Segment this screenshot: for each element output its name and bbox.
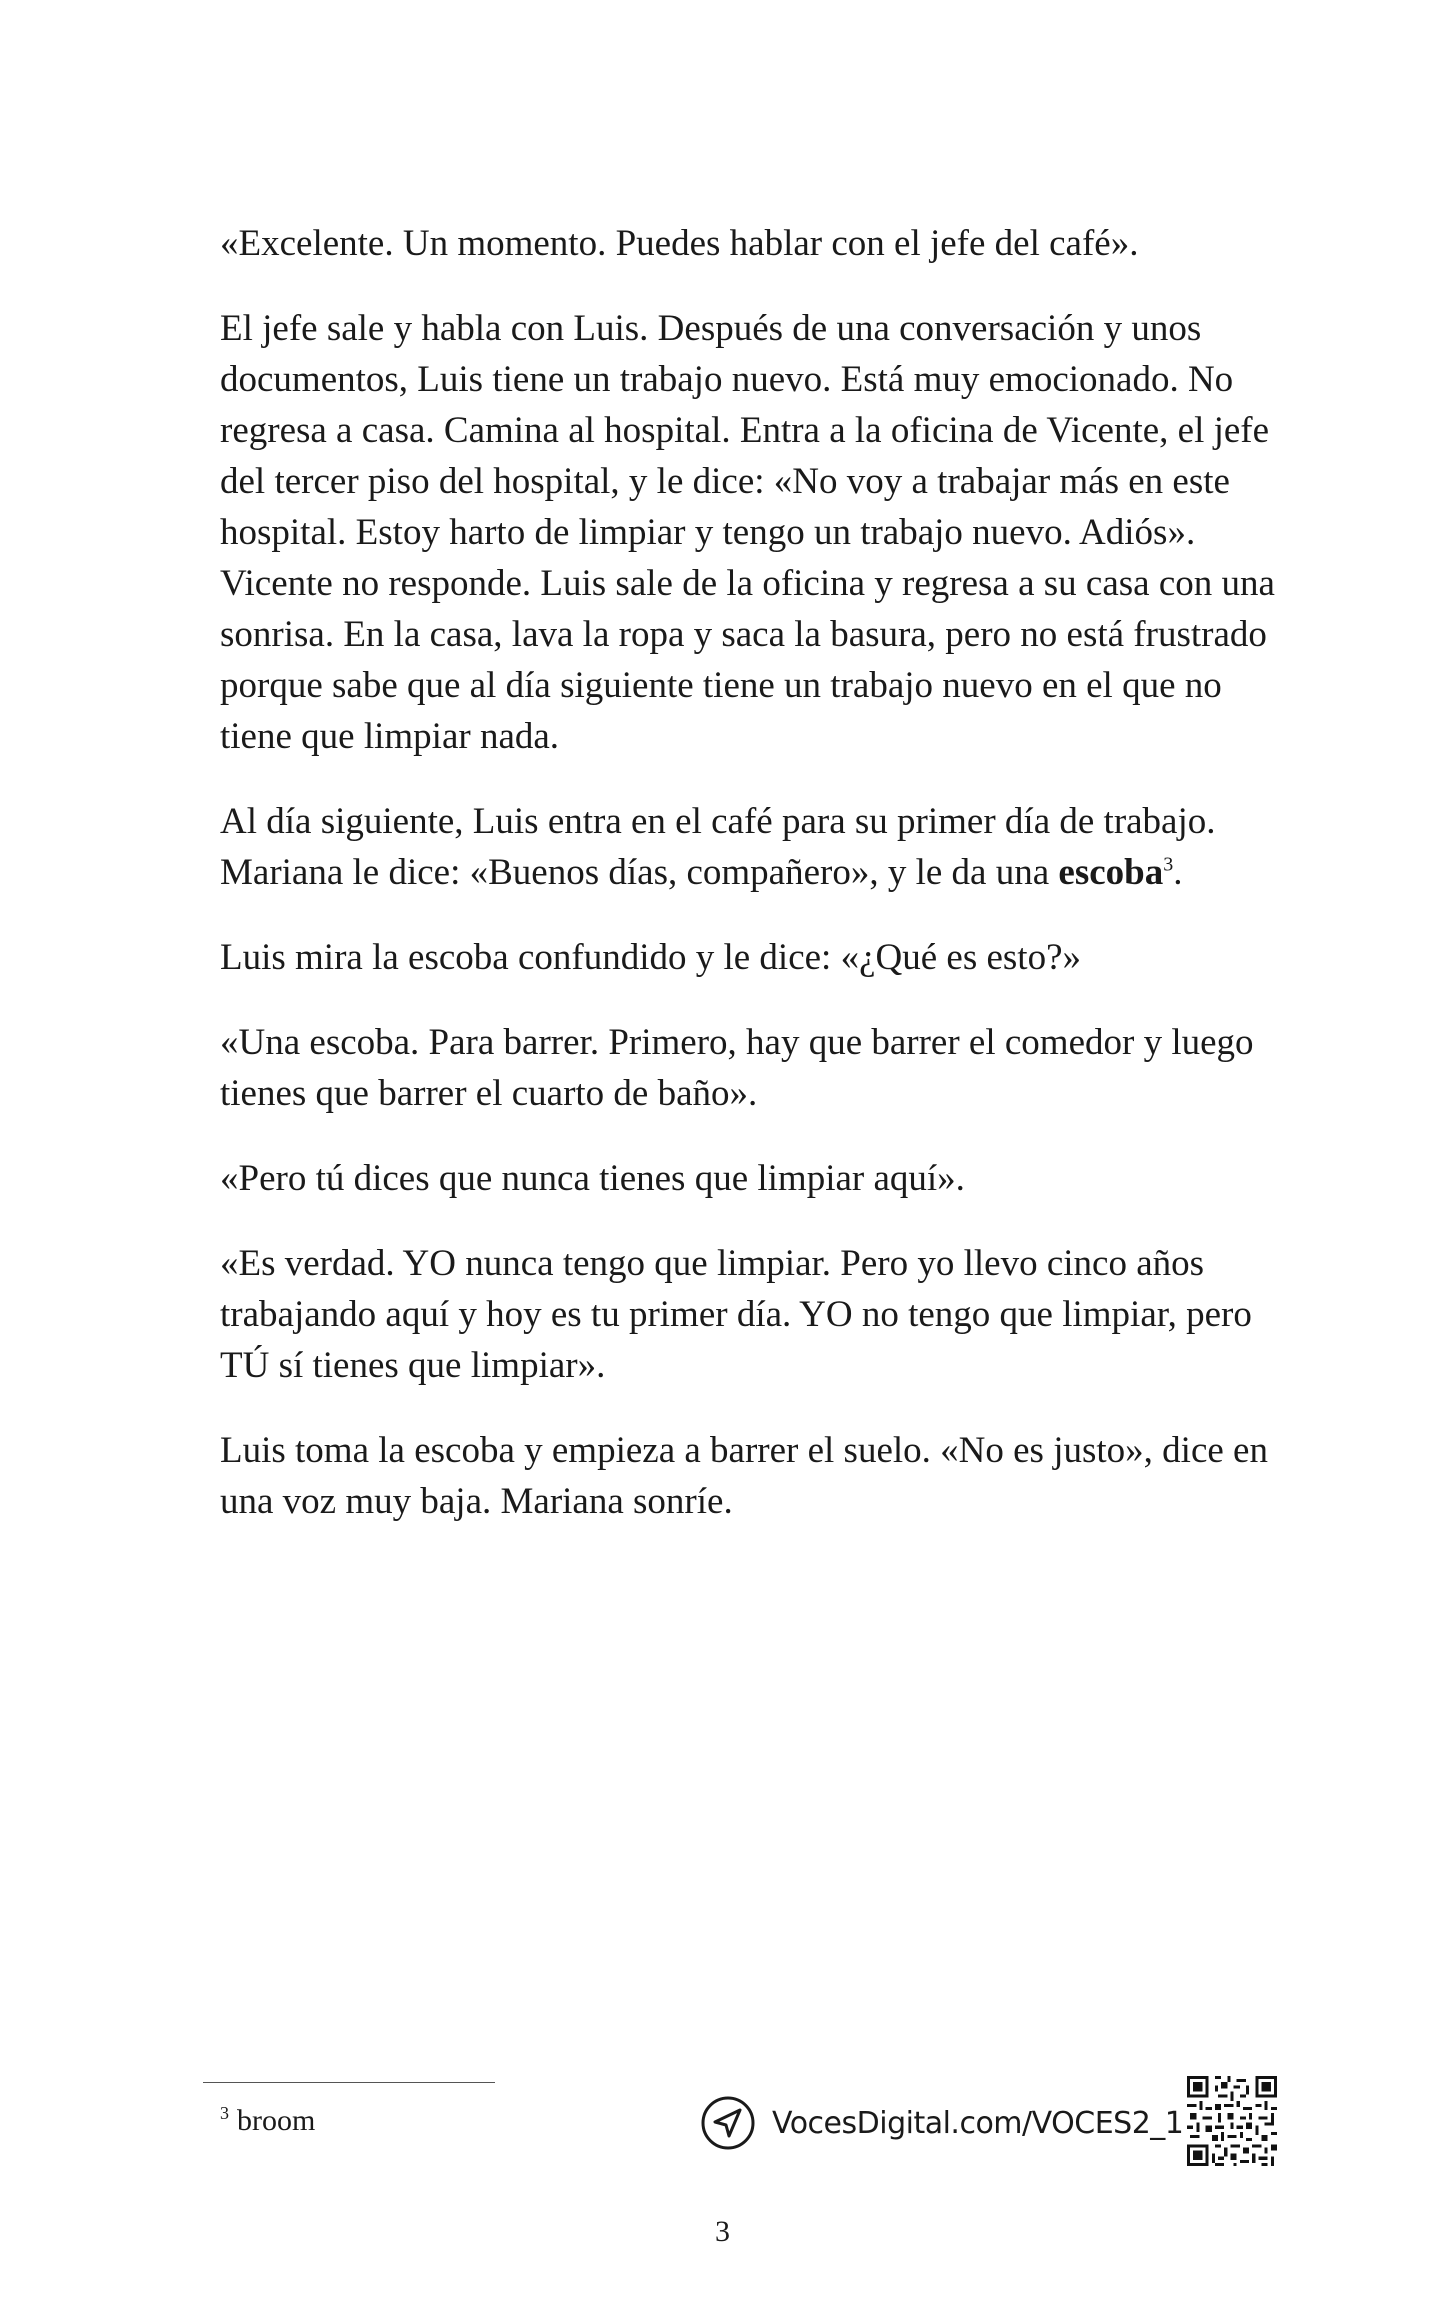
paragraph-8: Luis toma la escoba y empieza a barrer el suelo. «No es justo», dice en una voz muy baja. Mariana sonríe.	[220, 1430, 1268, 1522]
footnote-text: broom	[237, 2104, 316, 2137]
paragraph-4: Luis mira la escoba confundido y le dice: «¿Qué es esto?»	[220, 937, 1081, 978]
page-number: 3	[715, 2215, 730, 2248]
footnote-number: 3	[220, 2103, 229, 2123]
paragraph-5: «Una escoba. Para barrer. Primero, hay que barrer el comedor y luego tienes que barrer el cuarto de baño».	[220, 1022, 1254, 1114]
paragraph-3-end: .	[1173, 852, 1183, 893]
online-link[interactable]	[700, 2078, 1183, 2168]
vocab-word-escoba: escoba	[1058, 852, 1164, 893]
footnote-divider	[203, 2082, 495, 2083]
paragraph-7: «Es verdad. YO nunca tengo que limpiar. Pero yo llevo cinco años trabajando aquí y hoy es tu primer día. YO no tengo que limpiar, pero TÚ sí tienes que limpiar».	[220, 1243, 1252, 1386]
paragraph-3-text: Al día siguiente, Luis entra en el café para su primer día de trabajo. Mariana le dice: «Buenos días, compañero», y le da una	[220, 801, 1216, 893]
navigation-arrow-icon	[700, 2095, 756, 2151]
footnote-ref: 3	[1163, 853, 1174, 876]
paragraph-3	[220, 796, 1295, 898]
link-url[interactable]: VocesDigital.com/VOCES2_1	[772, 2105, 1184, 2141]
footnote	[220, 2103, 315, 2139]
paragraph-1: «Excelente. Un momento. Puedes hablar con el jefe del café».	[220, 223, 1139, 264]
paragraph-6: «Pero tú dices que nunca tienes que limpiar aquí».	[220, 1158, 965, 1199]
qr-code-icon[interactable]	[1187, 2076, 1277, 2166]
paragraph-2: El jefe sale y habla con Luis. Después de una conversación y unos documentos, Luis tiene un trabajo nuevo. Está muy emocionado. No regresa a casa. Camina al hospital. Entra a la oficina de Vicente, el jefe del tercer piso del hospital, y le dice: «No voy a trabajar más en este hospital. Estoy harto de limpiar y tengo un trabajo nuevo. Adiós». Vicente no responde. Luis sale de la oficina y regresa a su casa con una sonrisa. En la casa, lava la ropa y saca la basura, pero no está frustrado porque sabe que al día siguiente tiene un trabajo nuevo en el que no tiene que limpiar nada.	[220, 308, 1275, 757]
story-text	[220, 218, 1295, 1561]
